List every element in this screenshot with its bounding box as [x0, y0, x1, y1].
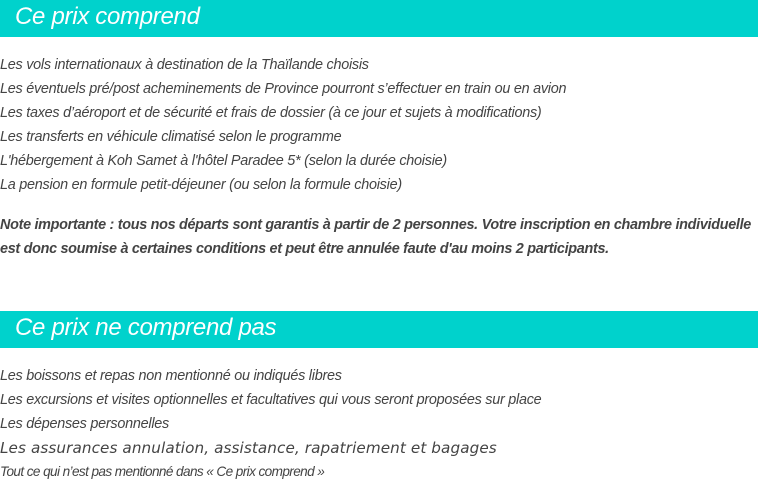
excluded-item: Les boissons et repas non mentionné ou indiqués libres — [0, 368, 342, 384]
included-item: Les transferts en véhicule climatisé selon le programme — [0, 129, 342, 145]
excluded-section-title: Ce prix ne comprend pas — [15, 314, 277, 341]
excluded-list — [0, 364, 541, 484]
included-item: Les taxes d’aéroport et de sécurité et frais de dossier (à ce jour et sujets à modifications) — [0, 105, 542, 121]
important-note: Note importante : tous nos départs sont garantis à partir de 2 personnes. Votre inscription en chambre individuelle est donc soumise à certaines conditions et peut être annulée faute d'au moins 2 participants. — [0, 217, 752, 257]
excluded-item: Les assurances annulation, assistance, rapatriement et bagages — [0, 439, 497, 457]
included-list — [0, 53, 566, 197]
included-section-title: Ce prix comprend — [15, 3, 200, 30]
included-item: La pension en formule petit-déjeuner (ou selon la formule choisie) — [0, 177, 402, 193]
included-section-header — [0, 0, 758, 37]
excluded-item: Les dépenses personnelles — [0, 416, 169, 432]
included-item: Les vols internationaux à destination de la Thaïlande choisis — [0, 57, 369, 73]
included-item: L'hébergement à Koh Samet à l'hôtel Paradee 5* (selon la durée choisie) — [0, 153, 447, 169]
excluded-section-header — [0, 311, 758, 348]
included-item: Les éventuels pré/post acheminements de Province pourront s’effectuer en train ou en avion — [0, 81, 567, 97]
excluded-item: Tout ce qui n’est pas mentionné dans « Ce prix comprend » — [0, 464, 325, 479]
excluded-item: Les excursions et visites optionnelles et facultatives qui vous seront proposées sur place — [0, 392, 542, 408]
